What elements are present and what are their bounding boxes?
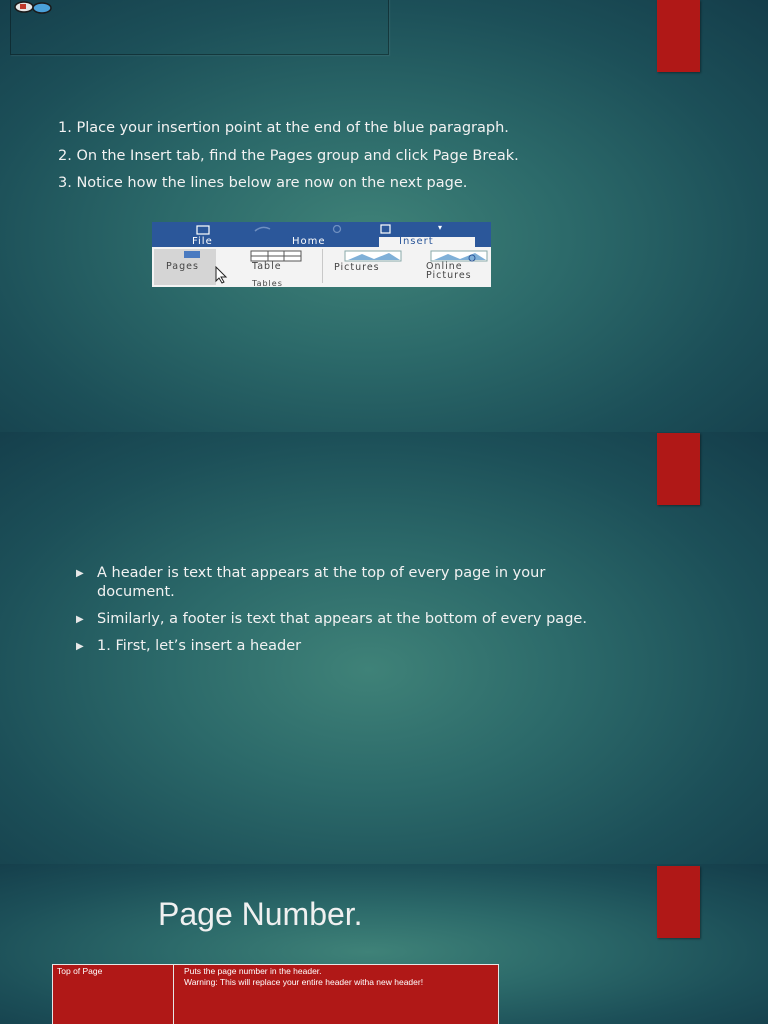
bullet-text: A header is text that appears at the top of every page in your document.	[97, 565, 546, 600]
bullet-arrow-icon: ▶	[76, 641, 84, 652]
red-accent-tab	[657, 0, 700, 72]
slide-3	[0, 864, 768, 1024]
step-3: 3. Notice how the lines below are now on the next page.	[58, 175, 468, 191]
bullet-text: 1. First, let’s insert a header	[97, 638, 302, 654]
tab-home[interactable]: Home	[292, 236, 326, 247]
list-item	[76, 637, 626, 656]
redo-icon	[330, 225, 344, 234]
pages-icon	[182, 251, 204, 259]
bullet-arrow-icon: ▶	[76, 568, 84, 579]
table-cell-description	[175, 965, 495, 989]
slide-2	[0, 432, 768, 864]
bullet-text: Similarly, a footer is text that appears at the bottom of every page.	[97, 611, 587, 627]
list-item	[76, 564, 626, 602]
red-accent-tab	[657, 866, 700, 938]
logo-icon	[14, 0, 54, 16]
print-preview-icon	[380, 224, 394, 235]
step-2: 2. On the Insert tab, find the Pages group and click Page Break.	[58, 147, 519, 164]
title-placeholder-box	[10, 0, 389, 55]
pictures-icon[interactable]	[344, 250, 404, 262]
instruction-steps	[58, 117, 519, 200]
pictures-button-label: Pictures	[334, 262, 380, 273]
step-1: 1. Place your insertion point at the end of the blue paragraph.	[58, 120, 509, 136]
slide-title: Page Number.	[158, 896, 363, 932]
page-number-options-table	[52, 964, 499, 1024]
table-cell-option: Top of Page	[53, 965, 174, 1024]
table-button-label: Table	[252, 261, 282, 272]
tables-group-label: Tables	[252, 279, 283, 287]
tab-file[interactable]: File	[192, 236, 213, 247]
pages-button-label: Pages	[166, 261, 199, 272]
description-text: Puts the page number in the header.	[184, 966, 322, 976]
tab-insert[interactable]	[379, 237, 475, 249]
warning-text: Warning: This will replace your entire header witha new header!	[184, 977, 424, 987]
red-accent-tab	[657, 433, 700, 505]
slide-1	[0, 0, 768, 432]
mouse-cursor-icon	[208, 266, 238, 284]
bullet-arrow-icon: ▶	[76, 614, 84, 625]
customize-dropdown-icon: ▾	[438, 223, 443, 232]
bullet-list	[76, 564, 626, 664]
ribbon-group-divider	[322, 249, 323, 283]
save-icon	[196, 225, 210, 235]
word-ribbon-screenshot	[152, 222, 491, 287]
list-item	[76, 610, 626, 629]
tab-insert-label: Insert	[399, 236, 434, 247]
undo-icon	[252, 225, 278, 233]
online-pictures-button-label: Online Pictures	[426, 261, 472, 281]
